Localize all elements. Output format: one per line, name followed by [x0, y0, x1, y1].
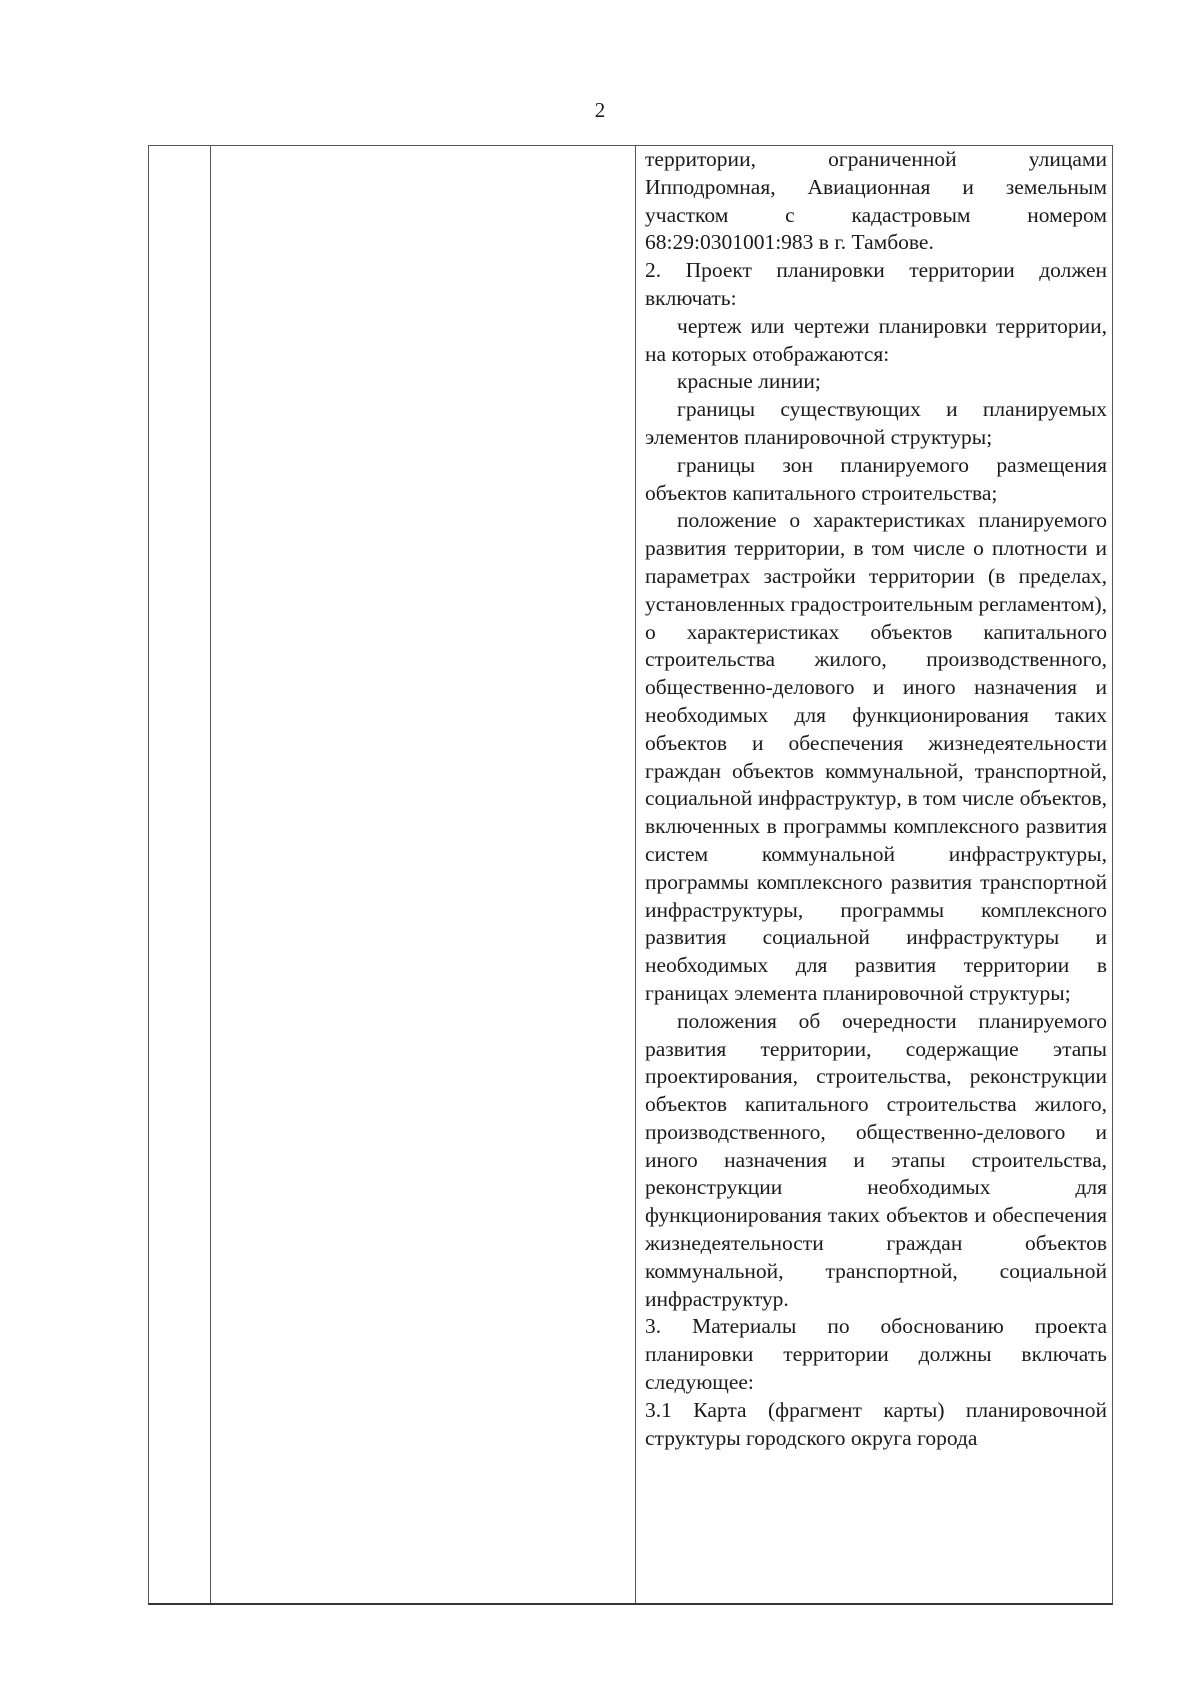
- paragraph: территории, ограниченной улицами Ипподромная, Авиационная и земельным участком с кадастровым номером 68:29:0301001:983 в г. Тамбове.: [645, 147, 1107, 255]
- paragraph: чертеж или чертежи планировки территории, на которых отображаются:: [645, 313, 1107, 366]
- paragraph: 3. Материалы по обоснованию проекта планировки территории должны включать следующее:: [645, 1314, 1107, 1395]
- paragraph: положение о характеристиках планируемого развития территории, в том числе о плотности и параметрах застройки территории (в пределах, установленных градостроительным регламентом), о характеристиках объектов капитального строительства жилого, производственного, общественно-делового и иного назначения и необходимых для функционирования таких объектов и обеспечения жизнедеятельности граждан объектов коммунальной, транспортной, социальной инфраструктур, в том числе объектов, включенных в программы комплексного развития систем коммунальной инфраструктуры, программы комплексного развития транспортной инфраструктуры, программы комплексного развития социальной инфраструктуры и необходимых для развития территории в границах элемента планировочной структуры;: [645, 508, 1107, 1005]
- paragraph: границы зон планируемого размещения объектов капитального строительства;: [645, 452, 1107, 505]
- table-cell-content: [645, 146, 1107, 1452]
- table-column-divider: [635, 146, 636, 1603]
- paragraph: красные линии;: [677, 369, 821, 394]
- paragraph: положения об очередности планируемого развития территории, содержащие этапы проектирования, строительства, реконструкции объектов капитального строительства жилого, производственного, общественно-делового и иного назначения и этапы строительства, реконструкции необходимых для функционирования таких объектов и обеспечения жизнедеятельности граждан объектов коммунальной, транспортной, социальной инфраструктур.: [645, 1008, 1107, 1311]
- document-table: [148, 145, 1113, 1605]
- page-number: 2: [594, 98, 606, 122]
- paragraph: 3.1 Карта (фрагмент карты) планировочной структуры городского округа города: [645, 1397, 1107, 1450]
- table-column-divider: [210, 146, 211, 1603]
- paragraph: 2. Проект планировки территории должен включать:: [645, 258, 1107, 310]
- paragraph: границы существующих и планируемых элементов планировочной структуры;: [645, 397, 1107, 449]
